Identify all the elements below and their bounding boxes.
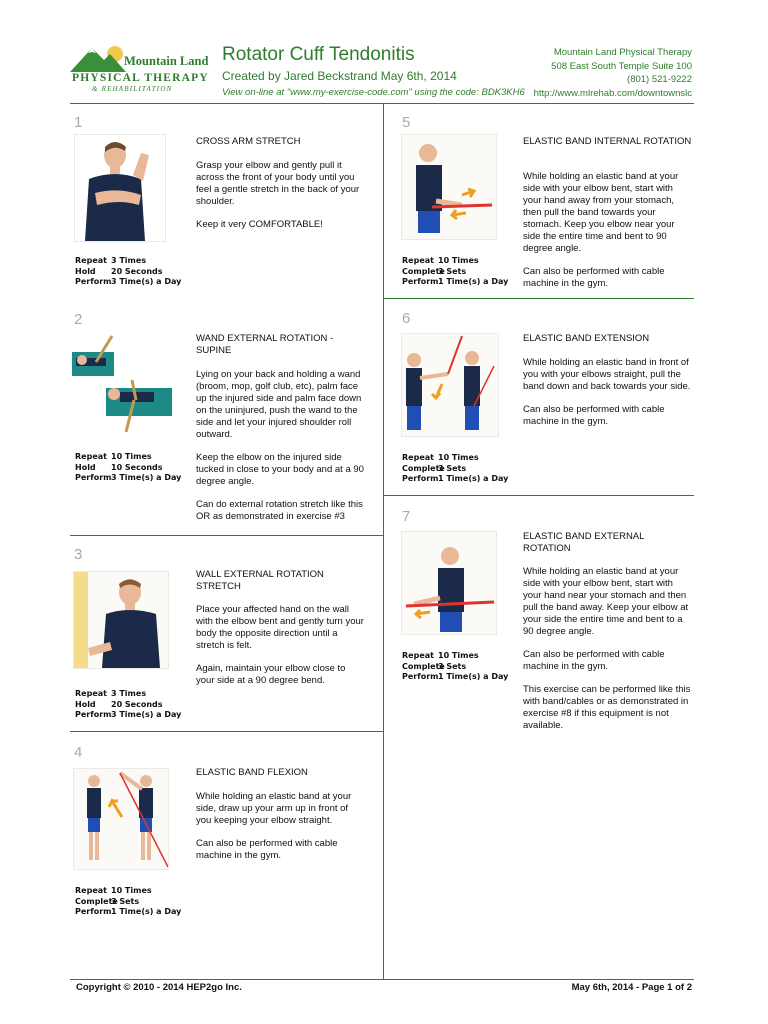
exercise-number: 6 — [402, 310, 411, 327]
clinic-url[interactable]: http://www.mlrehab.com/downtownslc — [533, 87, 692, 99]
param-value: 3 Sets — [438, 266, 467, 276]
contact-block — [534, 46, 692, 100]
exercise-params — [75, 689, 181, 721]
param-value: 20 Seconds — [111, 266, 163, 276]
exercise-title: ELASTIC BAND INTERNAL ROTATION — [523, 136, 692, 147]
param-label: Perform — [75, 710, 112, 719]
exercise-params — [75, 452, 181, 484]
exercise-instructions — [196, 604, 366, 698]
logo-name: Mountain Land — [124, 54, 209, 68]
param-label: Perform — [402, 277, 439, 286]
header-divider — [70, 103, 694, 104]
band-extension-photo — [402, 334, 498, 436]
exercise-params — [75, 256, 181, 288]
exercise-number: 3 — [74, 546, 83, 563]
param-value: 1 Time(s) a Day — [438, 474, 509, 483]
param-value: 3 Sets — [438, 463, 467, 473]
band-internal-rotation-photo — [402, 135, 496, 239]
band-flexion-photo — [74, 769, 168, 869]
param-value: 10 Times — [111, 452, 152, 461]
exercise-instructions — [523, 357, 693, 439]
divider-2-3 — [70, 535, 383, 536]
logo-tagline: & REHABILITATION — [92, 85, 173, 93]
exercise-title: WALL EXTERNAL ROTATION STRETCH — [196, 569, 324, 592]
param-label: Hold — [75, 266, 96, 276]
param-value: 10 Seconds — [111, 462, 163, 472]
param-label: Repeat — [75, 452, 107, 461]
instruction-paragraph: Lying on your back and holding a wand (broom, mop, golf club, etc), palm face up the injured side and palm face down on the uninjured, push the wand to the side and let your injured shoulder roll outward. — [196, 369, 362, 440]
exercise-params — [402, 453, 508, 485]
instruction-paragraph: While holding an elastic band at your side, draw up your arm up in front of you keeping your elbow straight. — [196, 791, 352, 826]
exercise-title: WAND EXTERNAL ROTATION - SUPINE — [196, 333, 334, 356]
instruction-paragraph: Grasp your elbow and gently pull it across the front of your body until you feel a gentle stretch in the back of your shoulder. — [196, 160, 360, 207]
param-label: Repeat — [402, 256, 434, 265]
exercise-number: 7 — [402, 508, 411, 525]
exercise-instructions — [196, 791, 366, 873]
mountain-logo-icon — [70, 44, 126, 74]
instruction-paragraph: Again, maintain your elbow close to your side at a 90 degree bend. — [196, 663, 346, 686]
param-value: 20 Seconds — [111, 699, 163, 709]
exercise-params — [402, 256, 508, 288]
param-label: Complete — [75, 896, 118, 906]
exercise-number: 1 — [74, 114, 83, 131]
exercise-title: ELASTIC BAND EXTENSION — [523, 333, 650, 344]
instruction-paragraph: Keep it very COMFORTABLE! — [196, 219, 323, 230]
footer-divider — [70, 979, 694, 980]
instruction-paragraph: Place your affected hand on the wall with the elbow bent and gently turn your body the opposite direction until a stretch is felt. — [196, 604, 364, 651]
instruction-paragraph: While holding an elastic band in front of you with your elbows straight, pull the band down and back towards your side. — [523, 357, 691, 392]
exercise-title: ELASTIC BAND EXTERNAL ROTATION — [523, 531, 645, 554]
param-value: 3 Times — [111, 256, 147, 265]
exercise-photo — [72, 332, 172, 436]
param-label: Repeat — [402, 453, 434, 462]
exercise-number: 5 — [402, 114, 411, 131]
param-label: Complete — [402, 463, 445, 473]
clinic-phone: (801) 521-9222 — [627, 74, 692, 85]
param-label: Perform — [402, 474, 439, 483]
param-label: Hold — [75, 699, 96, 709]
created-by: Created by Jared Beckstrand May 6th, 2014 — [222, 69, 457, 83]
divider-6-7 — [384, 495, 694, 496]
exercise-params — [402, 651, 508, 683]
param-value: 10 Times — [438, 453, 479, 462]
page-number: May 6th, 2014 - Page 1 of 2 — [571, 982, 692, 993]
param-label: Hold — [75, 462, 96, 472]
instruction-paragraph: Keep the elbow on the injured side tucked in close to your body and at a 90 degree angle. — [196, 452, 364, 487]
exercise-number: 2 — [74, 311, 83, 328]
column-divider — [383, 103, 384, 980]
param-value: 3 Time(s) a Day — [111, 710, 182, 719]
exercise-title: ELASTIC BAND FLEXION — [196, 767, 308, 778]
clinic-name: Mountain Land Physical Therapy — [553, 47, 692, 58]
param-value: 10 Times — [438, 256, 479, 265]
param-label: Repeat — [75, 886, 107, 895]
instruction-paragraph: While holding an elastic band at your side with your elbow bent, start with your hand near your stomach and then pull the band away. Keep your elbow at your side the entire time and bent to a 90 degree angle. — [523, 566, 689, 637]
param-value: 10 Times — [111, 886, 152, 895]
exercise-photo — [73, 768, 169, 870]
param-value: 3 Sets — [438, 661, 467, 671]
online-code: View on-line at "www.my-exercise-code.com" using the code: BDK3KH6 — [222, 87, 525, 98]
exercise-instructions — [196, 160, 366, 242]
param-label: Complete — [402, 266, 445, 276]
divider-3-4 — [70, 731, 383, 732]
param-value: 1 Time(s) a Day — [111, 907, 182, 916]
param-label: Repeat — [402, 651, 434, 660]
param-label: Repeat — [75, 689, 107, 698]
exercise-title: CROSS ARM STRETCH — [196, 136, 301, 147]
param-label: Perform — [75, 277, 112, 286]
param-value: 10 Times — [438, 651, 479, 660]
instruction-paragraph: Can also be performed with cable machine in the gym. — [523, 404, 665, 427]
exercise-photo — [74, 134, 166, 242]
param-value: 3 Times — [111, 689, 147, 698]
exercise-photo — [401, 531, 497, 635]
param-value: 3 Time(s) a Day — [111, 473, 182, 482]
copyright: Copyright © 2010 - 2014 HEP2go Inc. — [76, 982, 242, 993]
instruction-paragraph: Can also be performed with cable machine in the gym. — [196, 838, 338, 861]
exercise-instructions — [523, 171, 693, 301]
param-value: 1 Time(s) a Day — [438, 672, 509, 681]
exercise-photo — [401, 134, 497, 240]
clinic-address: 508 East South Temple Suite 100 — [551, 60, 692, 72]
exercise-instructions — [523, 566, 693, 743]
instruction-paragraph: This exercise can be performed like this with band/cables or as demonstrated in exercise #8 if this equipment is not available. — [523, 684, 691, 731]
param-value: 3 Sets — [111, 896, 140, 906]
instruction-paragraph: Can do external rotation stretch like this OR as demonstrated in exercise #3 — [196, 499, 363, 522]
wand-supine-photo — [72, 332, 172, 436]
exercise-photo — [73, 571, 169, 669]
param-label: Repeat — [75, 256, 107, 265]
exercise-photo — [401, 333, 499, 437]
param-value: 1 Time(s) a Day — [438, 277, 509, 286]
logo-subtitle: PHYSICAL THERAPY — [72, 72, 209, 84]
band-external-rotation-photo — [402, 532, 496, 634]
param-label: Perform — [402, 672, 439, 681]
instruction-paragraph: Can also be performed with cable machine in the gym. — [523, 649, 665, 672]
instruction-paragraph: Can also be performed with cable machine in the gym. — [523, 266, 665, 289]
wall-rotation-photo — [74, 572, 168, 668]
param-label: Complete — [402, 661, 445, 671]
instruction-paragraph: While holding an elastic band at your side with your elbow bent, start with your hand away from your stomach, then pull the band towards your stomach. Keep you elbow near your side the entire time and bent to 90 degree angle. — [523, 171, 679, 254]
param-value: 3 Time(s) a Day — [111, 277, 182, 286]
exercise-instructions — [196, 369, 366, 534]
exercise-number: 4 — [74, 744, 83, 761]
page-title: Rotator Cuff Tendonitis — [222, 44, 415, 65]
cross-arm-stretch-photo — [75, 135, 165, 241]
param-label: Perform — [75, 907, 112, 916]
param-label: Perform — [75, 473, 112, 482]
exercise-params — [75, 886, 181, 918]
